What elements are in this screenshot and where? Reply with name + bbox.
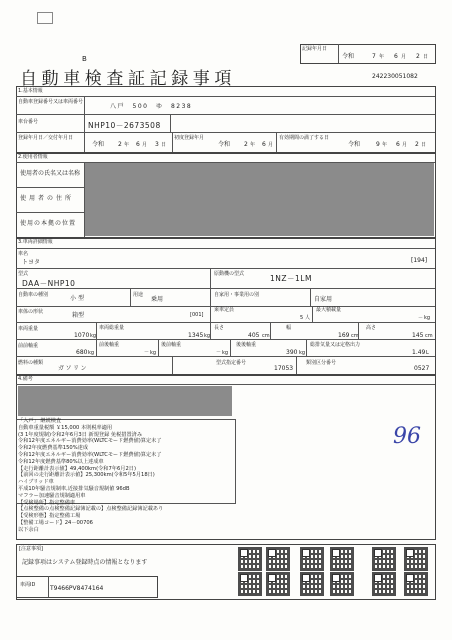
qr-code <box>300 547 324 571</box>
basic-info-heading: 1.基本情報 <box>18 88 43 94</box>
inspection-record-page: B 自動車検査証記録事項 記録年月日 令和 7 年 6 月 2 日 242230051082 1.基本情報 自動車登録番号又は車両番号 八戸 500 ゆ 8238 車台番号 NHP10－2673508 登録年月日／交付年月日 令和 2 年 6 月 3 日 初度登録年月 令和 2 年 6 月 有効期間の満了する日 令和 9 年 6 月 2 日 2.使用者情報 使用者の氏名又は名称 使用者の住所 使用の本拠の位置 3.車両詳細情報 車名 トヨタ [194] 型式 DAA－NHP10 原動機の型式 1NZ－1LM 自動車の種別 小型 用途 乗用 自家用・事業用の別 自家用 車体の形状 箱型 [001] 乗車定員 5 人 最大積載量 － kg 車両重量 1070 kg 車両総重量 1345 kg 長さ 405 cm 幅 169 cm 高さ 145 cm 前前軸重 680 kg 前後軸重 － kg 後前軸重 － kg 後後軸重 390 kg 総排気量又は定格出力 1.49 L 燃料の種類 ガソリン 型式指定番号 17053 類別区分番号 0527 4.備考 「入戸」 継続検査 自動車重量税額 ￥15,000 本則税率適用 (3 1年度規制)令和2年6月3日 新規登録 免税措置済み 令和12年度エネルギー消費効率(WLTCモード燃費値)算定未了 令和2年度燃費基準150%達成 令和12年度エネルギー消費効率(WLTCモード燃費値)算定未了 令和12年度燃費基準80%以上達成車 【走行距離計表示値】49,400km(令和7年6月2日) 【前回の走行距離計表示値】25,300km(令和5年5月18日) ハイブリッド車 平成10年騒音規制車,近接排気騒音規制値 96dB マフラー加速騒音規制適用車 【受検場所】指定整備車 【点検整備の点検整備記録簿記載の】点検整備記録簿記載あり 【受検形態】指定整備工場 【整備工場コード】24－00706 以下余白 96 [注意事項] 記録事項はシステム登録時点の情報となります 車両ID T9466PV8474164 <box>0 0 452 640</box>
document-number: 242230051082 <box>372 73 418 80</box>
remark-line: 令和12年度エネルギー消費効率(WLTCモード燃費値)算定未了 <box>18 451 162 458</box>
maker-value: トヨタ <box>22 259 41 266</box>
qr-code <box>330 547 354 571</box>
qr-code <box>404 547 428 571</box>
redacted-remarks <box>18 386 232 416</box>
b-mark: B <box>82 55 87 63</box>
qr-code <box>330 572 354 596</box>
registration-number: 八戸 500 ゆ 8238 <box>110 103 193 110</box>
model-value: DAA－NHP10 <box>22 279 76 288</box>
vehicle-id-value: T9466PV8474164 <box>50 585 104 592</box>
remark-line: 【整備工場コード】24－00706 <box>18 519 93 526</box>
remark-line: (3 1年度規制)令和2年6月3日 新規登録 免税措置済み <box>18 431 143 438</box>
remark-line: 以下余白 <box>18 526 39 533</box>
remark-line: 「入戸」 継続検査 <box>18 418 62 424</box>
page-title: 自動車検査証記録事項 <box>20 69 236 89</box>
remark-line: 令和12年度エネルギー消費効率(WLTCモード燃費値)算定未了 <box>18 438 162 445</box>
qr-code <box>238 547 262 571</box>
remark-line: 令和12年度燃費基準80%以上達成車 <box>18 458 104 465</box>
corner-mark-box <box>37 12 53 24</box>
notice-heading: [注意事項] <box>19 546 43 552</box>
redacted-user-info <box>85 163 434 236</box>
remark-line: 【前回の走行距離計表示値】25,300km(令和5年5月18日) <box>18 472 155 479</box>
notice-text: 記録事項はシステム登録時点の情報となります <box>22 559 148 566</box>
vehicle-detail-heading: 3.車両詳細情報 <box>18 239 53 245</box>
qr-code <box>372 547 396 571</box>
engine-value: 1NZ－1LM <box>270 274 312 283</box>
user-info-heading: 2.使用者情報 <box>18 154 48 160</box>
remarks-heading: 4.備考 <box>18 376 33 382</box>
remark-line: 【走行距離計表示値】49,400km(令和7年6月2日) <box>18 465 136 472</box>
chassis-number: NHP10－2673508 <box>88 121 161 130</box>
qr-code <box>266 547 290 571</box>
remark-line: 自動車重量税額 ￥15,000 本則税率適用 <box>18 424 113 431</box>
qr-code <box>266 572 290 596</box>
remark-line: 平成10年騒音規制車,近接排気騒音規制値 96dB <box>18 485 130 492</box>
recorded-date-label: 記録年月日 <box>302 46 328 52</box>
qr-code <box>300 572 324 596</box>
remarks-notes <box>18 418 163 534</box>
handwritten-number: 96 <box>393 424 421 449</box>
remark-line: 【受検場所】指定整備車 <box>18 499 76 506</box>
remark-line: 【受検形態】指定整備工場 <box>18 513 81 520</box>
remark-line: 令和2年度燃費基準150%達成 <box>18 445 89 452</box>
qr-code <box>372 572 396 596</box>
remark-line: ハイブリッド車 <box>18 479 54 486</box>
remark-line: 【点検整備の点検整備記録簿記載の】点検整備記録簿記載あり <box>18 506 164 513</box>
qr-code <box>238 572 262 596</box>
qr-code <box>404 572 428 596</box>
remark-line: マフラー加速騒音規制適用車 <box>18 492 86 499</box>
